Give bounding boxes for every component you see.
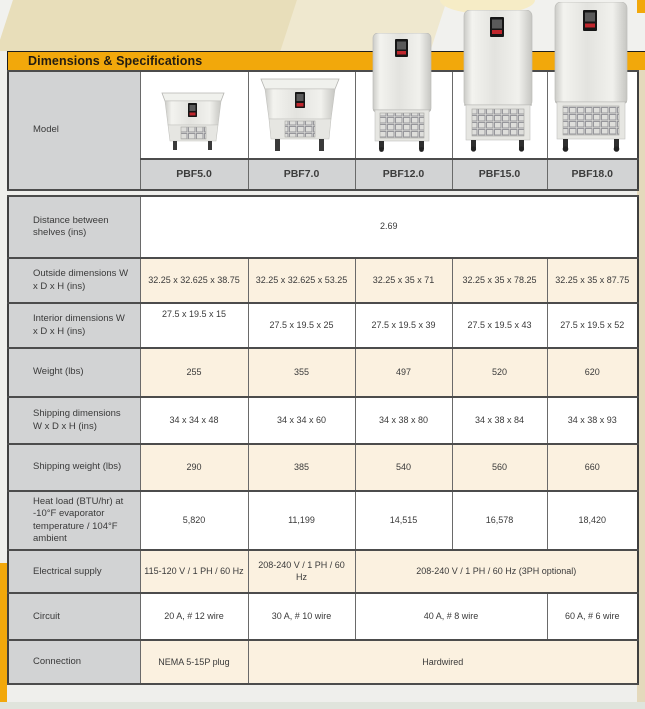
model-name-pbf7-0: PBF7.0: [248, 159, 355, 190]
spec-cell: 32.25 x 32.625 x 38.75: [140, 258, 248, 303]
banner-beige-shape: [0, 0, 306, 51]
spec-cell: 27.5 x 19.5 x 43: [452, 303, 547, 348]
spec-cell: 11,199: [248, 491, 355, 550]
model-name-pbf5-0: PBF5.0: [140, 159, 248, 190]
spec-cell: 34 x 38 x 84: [452, 397, 547, 444]
section-title: Dimensions & Specifications: [28, 54, 203, 68]
spec-cell: 34 x 34 x 60: [248, 397, 355, 444]
spec-cell: 497: [355, 348, 452, 397]
row-label: Distance between shelves (ins): [8, 196, 140, 258]
banner-yellow-blob: [440, 0, 535, 14]
row-label: Interior dimensions W x D x H (ins): [8, 303, 140, 348]
specifications-table: [7, 195, 639, 685]
banner-beige-shape-2: [276, 0, 450, 51]
table-row-outside-dimensions: [8, 258, 638, 303]
table-row-interior-dimensions: [8, 303, 638, 348]
spec-cell: 32.25 x 35 x 87.75: [547, 258, 638, 303]
spec-cell: 20 A, # 12 wire: [140, 593, 248, 640]
page-edge-left: [0, 563, 7, 702]
row-label: Connection: [8, 640, 140, 684]
table-row-connection: [8, 640, 638, 684]
spec-cell: 32.25 x 35 x 71: [355, 258, 452, 303]
table-row-circuit: [8, 593, 638, 640]
row-label: Electrical supply: [8, 550, 140, 593]
table-row-electrical-supply: [8, 550, 638, 593]
spec-tables: [7, 70, 637, 685]
model-image-cell-pbf18-0: [547, 71, 638, 159]
spec-cell: 32.25 x 32.625 x 53.25: [248, 258, 355, 303]
spec-cell: 208-240 V / 1 PH / 60 Hz (3PH optional): [355, 550, 638, 593]
model-row-label: Model: [8, 71, 140, 190]
spec-cell: 34 x 38 x 93: [547, 397, 638, 444]
row-label: Circuit: [8, 593, 140, 640]
model-name-pbf12-0: PBF12.0: [355, 159, 452, 190]
table-row-shipping-dimensions: [8, 397, 638, 444]
table-row-heat-load: [8, 491, 638, 550]
spec-cell: 2.69: [140, 196, 638, 258]
spec-cell: 660: [547, 444, 638, 491]
spec-cell: 290: [140, 444, 248, 491]
banner-corner-accent: [637, 0, 645, 13]
spec-cell: 5,820: [140, 491, 248, 550]
spec-cell: 14,515: [355, 491, 452, 550]
model-table: [7, 70, 639, 191]
model-image-cell-pbf12-0: [355, 71, 452, 159]
model-image-row: [8, 71, 638, 159]
model-name-pbf15-0: PBF15.0: [452, 159, 547, 190]
model-image-cell-pbf5-0: [140, 71, 248, 159]
banner-background: [0, 0, 645, 51]
row-label: Shipping dimensions W x D x H (ins): [8, 397, 140, 444]
spec-cell: 115-120 V / 1 PH / 60 Hz: [140, 550, 248, 593]
model-image-cell-pbf15-0: [452, 71, 547, 159]
spec-cell: 60 A, # 6 wire: [547, 593, 638, 640]
spec-cell: NEMA 5-15P plug: [140, 640, 248, 684]
table-row-weight: [8, 348, 638, 397]
spec-cell: 355: [248, 348, 355, 397]
spec-cell: 27.5 x 19.5 x 52: [547, 303, 638, 348]
spec-cell: 520: [452, 348, 547, 397]
spec-cell: 16,578: [452, 491, 547, 550]
spec-cell: 34 x 38 x 80: [355, 397, 452, 444]
spec-cell: 40 A, # 8 wire: [355, 593, 547, 640]
spec-cell: 27.5 x 19.5 x 25: [248, 303, 355, 348]
spec-cell: Hardwired: [248, 640, 638, 684]
spec-cell: 208-240 V / 1 PH / 60 Hz: [248, 550, 355, 593]
spec-cell: 18,420: [547, 491, 638, 550]
spec-cell: 255: [140, 348, 248, 397]
spec-cell: 30 A, # 10 wire: [248, 593, 355, 640]
table-row-shipping-weight: [8, 444, 638, 491]
row-label: Weight (lbs): [8, 348, 140, 397]
spec-cell: 540: [355, 444, 452, 491]
spec-cell: 560: [452, 444, 547, 491]
row-label: Shipping weight (lbs): [8, 444, 140, 491]
spec-cell: 385: [248, 444, 355, 491]
table-row-shelf-distance: [8, 196, 638, 258]
row-label: Outside dimensions W x D x H (ins): [8, 258, 140, 303]
spec-cell: 34 x 34 x 48: [140, 397, 248, 444]
page-edge-bottom: [0, 702, 645, 709]
model-name-pbf18-0: PBF18.0: [547, 159, 638, 190]
spec-cell: 620: [547, 348, 638, 397]
spec-cell: 27.5 x 19.5 x 39: [355, 303, 452, 348]
row-label: Heat load (BTU/hr) at -10°F evaporator temperature / 104°F ambient: [8, 491, 140, 550]
section-title-bar: [7, 51, 645, 70]
spec-cell: 32.25 x 35 x 78.25: [452, 258, 547, 303]
spec-cell: 27.5 x 19.5 x 15: [140, 303, 248, 348]
model-image-cell-pbf7-0: [248, 71, 355, 159]
